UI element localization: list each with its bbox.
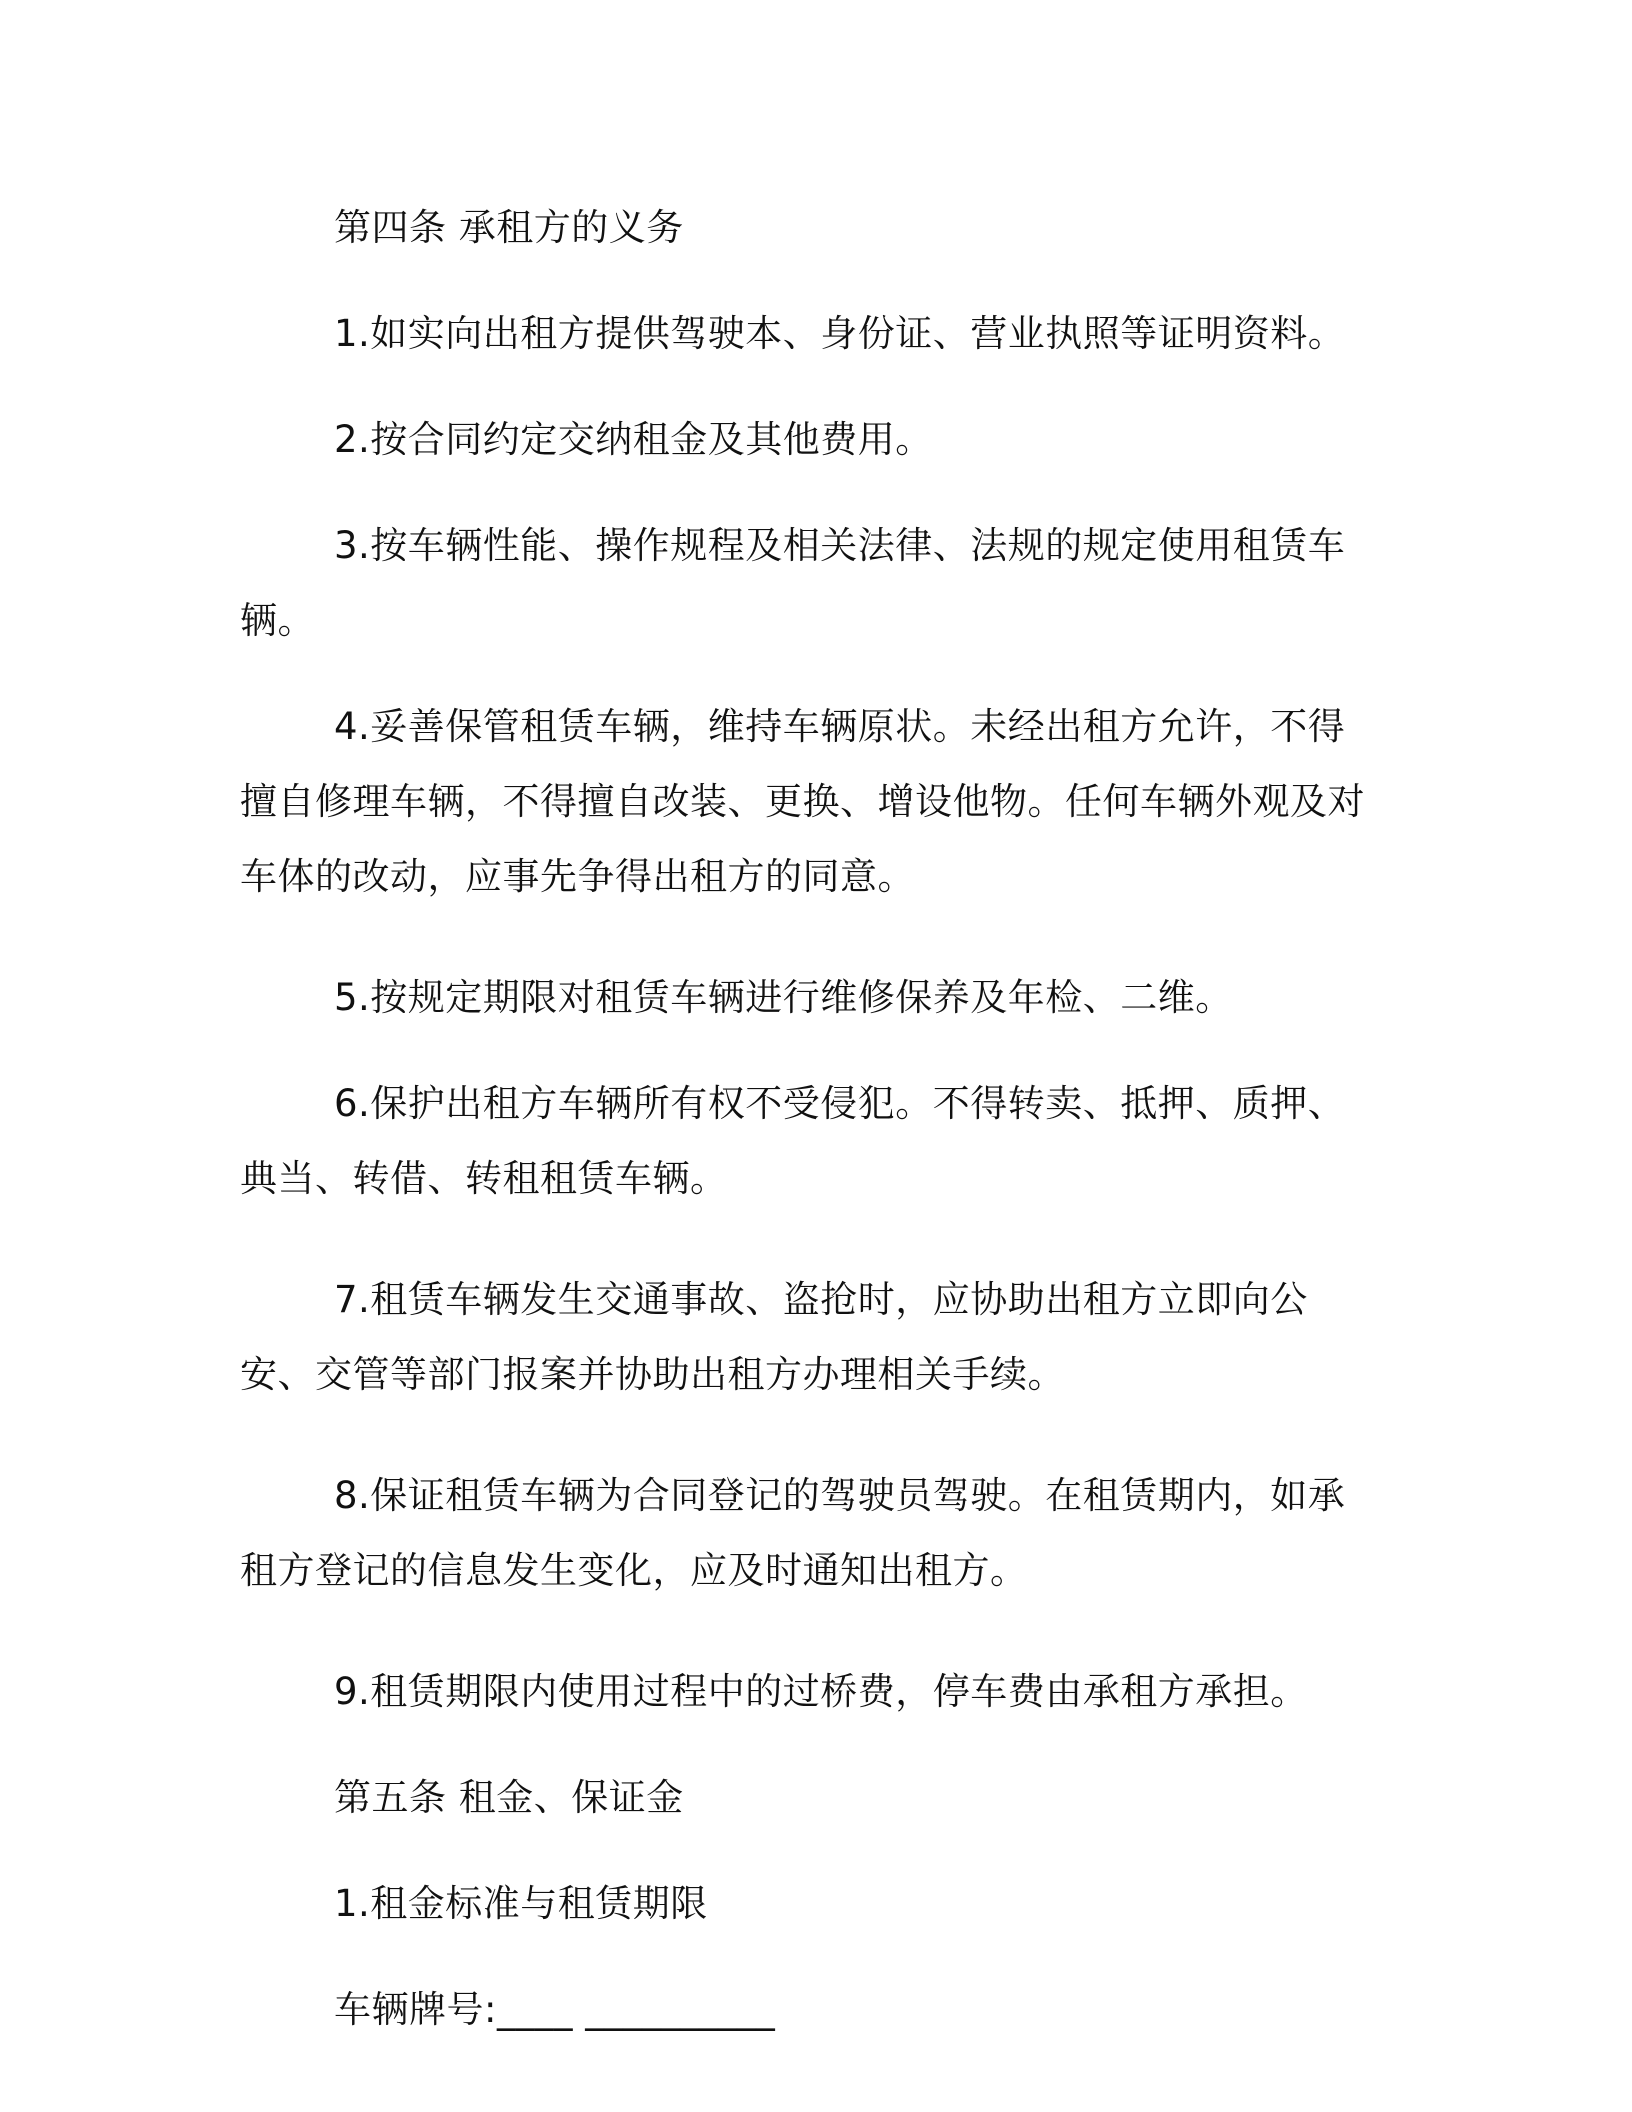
plate-number-line: 车辆牌号:____ __________ — [334, 1988, 776, 2031]
obligation-item-1: 1.如实向出租方提供驾驶本、身份证、营业执照等证明资料。 — [334, 312, 1346, 355]
obligation-item-2: 2.按合同约定交纳租金及其他费用。 — [334, 418, 933, 461]
article-five-heading: 第五条 租金、保证金 — [334, 1776, 684, 1819]
obligation-item-5: 5.按规定期限对租赁车辆进行维修保养及年检、二维。 — [334, 976, 1233, 1019]
obligation-item-6: 6.保护出租方车辆所有权不受侵犯。不得转卖、抵押、质押、典当、转借、转租租赁车辆。 — [240, 1082, 1346, 1200]
obligation-item-3: 3.按车辆性能、操作规程及相关法律、法规的规定使用租赁车辆。 — [240, 524, 1346, 642]
obligation-item-4: 4.妥善保管租赁车辆，维持车辆原状。未经出租方允许，不得擅自修理车辆，不得擅自改装、更换、增设他物。任何车辆外观及对车体的改动，应事先争得出租方的同意。 — [240, 705, 1365, 898]
rent-standard-heading: 1.租金标准与租赁期限 — [334, 1882, 708, 1925]
article-four-heading: 第四条 承租方的义务 — [334, 206, 684, 249]
obligation-item-7: 7.租赁车辆发生交通事故、盗抢时，应协助出租方立即向公安、交管等部门报案并协助出租方办理相关手续。 — [240, 1278, 1308, 1396]
obligation-item-9: 9.租赁期限内使用过程中的过桥费，停车费由承租方承担。 — [334, 1670, 1308, 1713]
obligation-item-8: 8.保证租赁车辆为合同登记的驾驶员驾驶。在租赁期内，如承租方登记的信息发生变化，应及时通知出租方。 — [240, 1474, 1346, 1592]
document-body — [240, 190, 1380, 2078]
